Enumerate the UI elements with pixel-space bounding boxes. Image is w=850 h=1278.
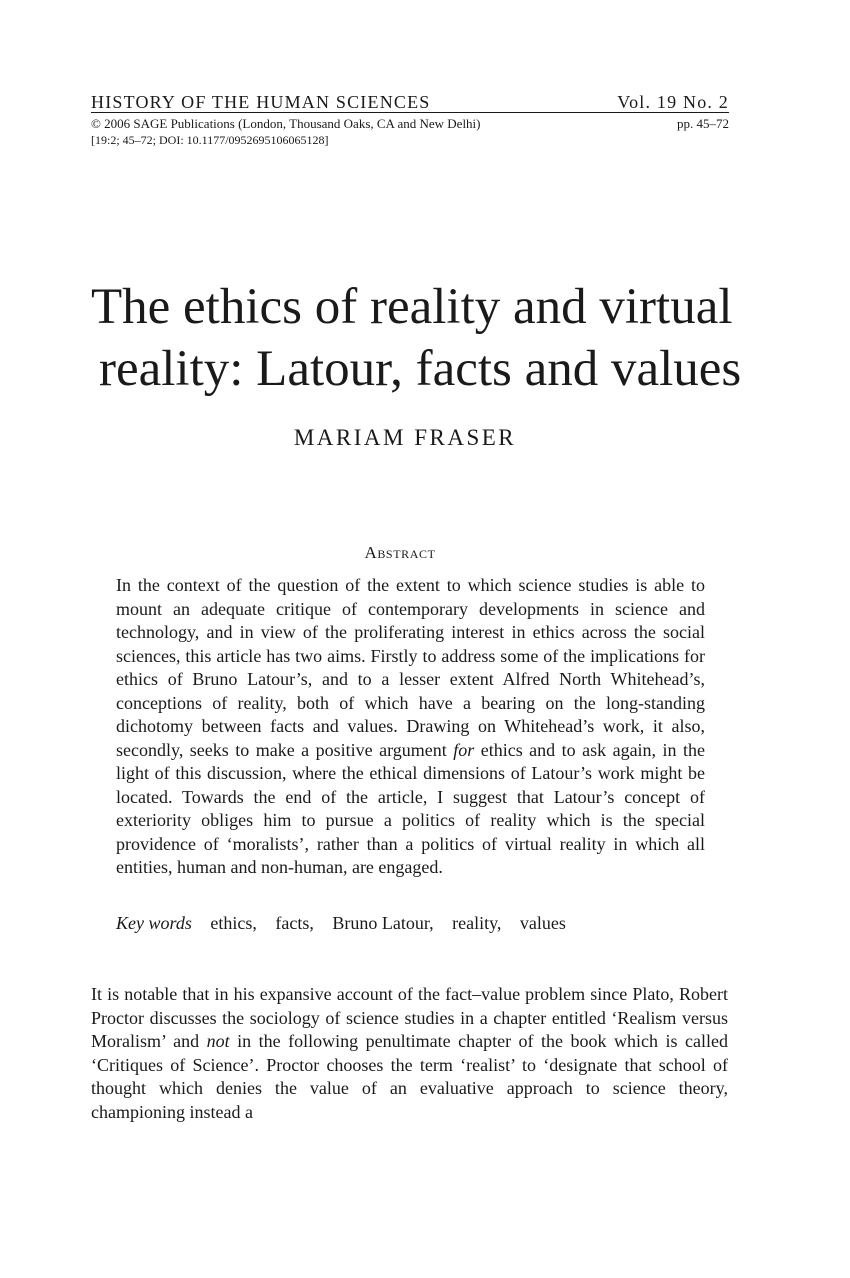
abstract-heading: Abstract xyxy=(364,543,436,562)
page-range: pp. 45–72 xyxy=(677,116,729,131)
keyword: reality, xyxy=(452,913,502,933)
journal-name: HISTORY OF THE HUMAN SCIENCES xyxy=(91,92,431,112)
journal-volume: Vol. 19 No. 2 xyxy=(617,92,729,112)
body-emphasis: not xyxy=(206,1031,230,1051)
article-title-line-2: reality: Latour, facts and values xyxy=(99,341,742,397)
copyright-notice: © 2006 SAGE Publications (London, Thousand Oaks, CA and New Delhi) xyxy=(91,116,481,131)
keywords-label: Key words xyxy=(116,913,192,933)
article-author: MARIAM FRASER xyxy=(293,425,517,450)
copyright-row xyxy=(91,115,729,132)
journal-header xyxy=(91,92,729,149)
article-title xyxy=(91,276,771,400)
keyword: facts, xyxy=(275,913,314,933)
abstract-emphasis: for xyxy=(453,739,475,760)
abstract-text xyxy=(116,574,705,880)
journal-header-rule xyxy=(91,92,729,113)
body-text-part-1: It is notable that in his expansive account of the fact–value problem since Plato, Robert Proctor discusses the sociology of science studies in a chapter entitled ‘Realism versus Moralism’ and xyxy=(91,984,728,1051)
body-paragraph xyxy=(91,983,728,1124)
keyword: Bruno Latour, xyxy=(332,913,434,933)
abstract-text-part-2: ethics and to ask again, in the light of this discussion, where the ethical dimensions of Latour’s work might be located. Towards the end of the article, I suggest that Latour’s concept of exteriority obliges him to pursue a politics of reality which is the special providence of ‘moralists’, rather than a politics of virtual reality in which all entities, human and non-human, are engaged. xyxy=(116,739,705,877)
article-title-line-1: The ethics of reality and virtual xyxy=(91,279,733,335)
abstract-text-part-1: In the context of the question of the extent to which science studies is able to mount an adequate critique of contemporary developments in science and technology, and in view of the proliferating interest in ethics across the social sciences, this article has two aims. Firstly to address some of the implications for ethics of Bruno Latour’s, and to a lesser extent Alfred North Whitehead’s, conceptions of reality, both of which have a bearing on the long-standing dichotomy between facts and values. Drawing on Whitehead’s work, it also, secondly, seeks to make a positive argument xyxy=(116,575,705,760)
body-text-part-2: in the following penultimate chapter of the book which is called ‘Critiques of Science’. Proctor chooses the term ‘realist’ to ‘designate that school of thought which denies the value of an evaluative approach to science theory, championing instead a xyxy=(91,1031,728,1122)
keyword: ethics, xyxy=(210,913,257,933)
keywords xyxy=(116,911,716,935)
keyword: values xyxy=(519,913,566,933)
doi-line: [19:2; 45–72; DOI: 10.1177/0952695106065128] xyxy=(91,133,329,147)
